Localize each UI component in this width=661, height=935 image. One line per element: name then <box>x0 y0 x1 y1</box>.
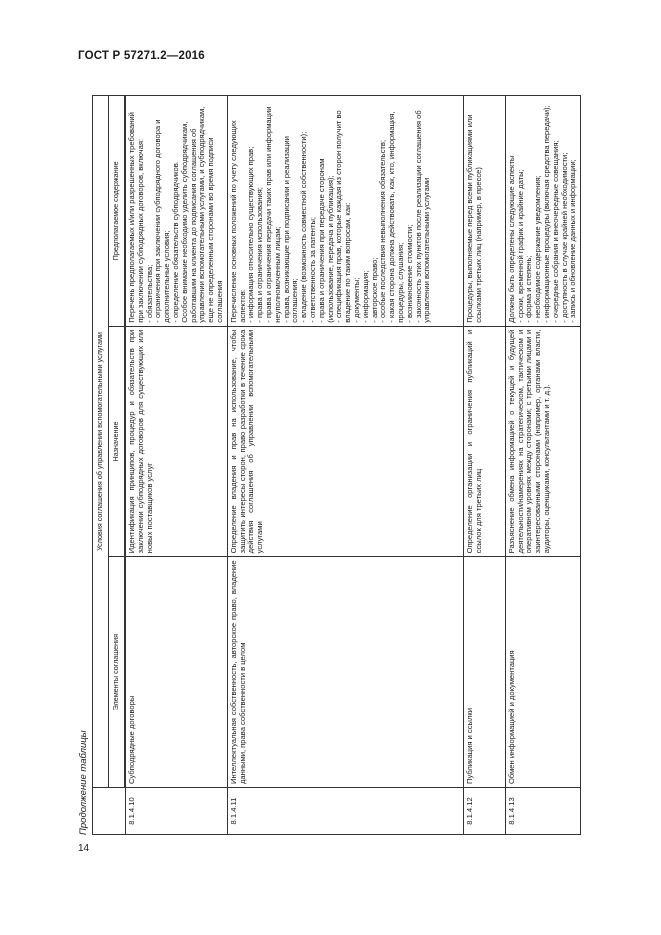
agreement-element: Обмен информацией и документация <box>505 557 580 788</box>
document-id: ГОСТ Р 57271.2—2016 <box>78 50 205 62</box>
table-row <box>505 96 580 835</box>
content-line: - особые последствия невыполнения обязательств; <box>378 139 388 323</box>
purpose-cell: Идентификация принципов, процедур и обязательств при заключении субподрядных договоров для существующих или новых поставщиков услуг <box>125 326 227 557</box>
agreement-element: Субподрядные договоры <box>125 557 227 788</box>
table-title: Условия соглашения об управлении вспомогательными услугами <box>93 96 109 788</box>
content-line: - форма и степень; <box>524 255 534 323</box>
row-number: 8.1.4.11 <box>227 788 463 835</box>
content-line: - очередные собрания и внеочередные совещания; <box>550 140 560 323</box>
number-column-header <box>93 788 126 835</box>
content-line: - права и ограничения передачи таких прав или информации неуполномоченным лицам; <box>263 106 282 323</box>
table-row <box>125 96 227 835</box>
content-line: - обязательства; <box>144 264 154 323</box>
column-header-purpose: Назначение <box>109 326 126 557</box>
agreement-terms-table <box>92 95 581 835</box>
content-line: - авторское право; <box>369 257 379 323</box>
content-cell <box>125 96 227 327</box>
content-line: - информация; <box>360 270 370 323</box>
table-row <box>227 96 463 835</box>
content-line: - сроки, временной график и крайние даты; <box>515 169 525 323</box>
content-cell <box>463 96 505 327</box>
content-line: - возникновение стоимости; <box>404 224 414 323</box>
agreement-element: Интеллектуальная собственность, авторское право, владение данными, права собственности в целом <box>227 557 463 788</box>
content-line: - права, возникающие при подписании и реализации соглашения; <box>281 136 300 323</box>
purpose-cell: Разъяснение обмена информацией о текущей и будущей деятельности/намерениях на стратегическом, тактическом и оперативном уровнях между сторонами; с третьими лицами и заинтересованными сторонами (например, органами власти, аудиторы, оценщиками, консультантами и т. д.). <box>505 326 580 557</box>
content-line: - права и ограничения использования; <box>255 187 265 323</box>
content-line: - спецификация прав, которые каждая из сторон получит во владение по таким вопросам, как: <box>334 110 353 323</box>
page-number: 14 <box>78 843 90 854</box>
content-line: Особое внимание необходимо уделить субподрядчикам, работавшим на клиента до подписания соглашения об управлении вспомогательными услугами, и субподрядчикам, еще не определенным сторонами во время подписи соглашения <box>179 106 224 323</box>
content-line: - определение обязательств субподрядчиков. <box>170 161 180 323</box>
column-header-content: Предполагаемое содержание <box>109 96 126 327</box>
content-line: - права и ограничения при передаче сторонам (использование, передача и публикация); <box>316 158 335 323</box>
content-line: - доступность в случае крайней необходимости; <box>559 152 569 323</box>
rotated-table-area <box>78 95 585 835</box>
content-line: - какая сторона должна действовать, как, кто, информация, процедуры, слушания; <box>387 111 405 323</box>
content-cell <box>505 96 580 327</box>
content-line: Должны быть определены следующие аспекты <box>506 155 516 323</box>
content-line: - необходимое содержание уведомления; <box>533 175 543 323</box>
content-line: - ответственность за патенты; <box>307 216 317 323</box>
content-cell <box>227 96 463 327</box>
content-line: - законность этих пунктов после реализации соглашения об управлении вспомогательными услугами <box>413 110 432 323</box>
row-number: 8.1.4.13 <box>505 788 580 835</box>
table-continuation-caption: Продолжение таблицы <box>78 730 89 835</box>
table-row <box>463 96 505 835</box>
content-line: - информация относительно существующих прав; <box>246 146 256 323</box>
content-line: - документы; <box>351 277 361 323</box>
content-line: - владение (возможность совместной собственности); <box>299 131 309 323</box>
content-line: Перечисление основных положений по учету следующих аспектов: <box>228 120 247 323</box>
content-line: Процедуры, выполняемые перед всеми публикациями или ссылками третьих лиц (например, в прессе) <box>464 114 483 323</box>
column-header-elements: Элементы соглашения <box>109 557 126 788</box>
agreement-element: Публикация и ссылки <box>463 557 505 788</box>
purpose-cell: Определение владения и прав на использование, чтобы защитить интересы сторон, право разработки в течение срока действия соглашения об управлении вспомогательными услугами <box>227 326 463 557</box>
row-number: 8.1.4.12 <box>463 788 505 835</box>
row-number: 8.1.4.10 <box>125 788 227 835</box>
content-line: Перечень предполагаемых и/или разрешенных требований при заключении субподрядных договоров, включая: <box>127 112 145 323</box>
content-line: - запись и обновление данных и информации; <box>568 159 578 323</box>
content-line: - ограничения при заключении субподрядного договора и дополнительные условия; <box>153 119 172 323</box>
content-line: - информационные процедуры (включая средства передачи); <box>541 105 551 323</box>
purpose-cell: Определение организации и ограничения публикаций и ссылок для третьих лиц <box>463 326 505 557</box>
